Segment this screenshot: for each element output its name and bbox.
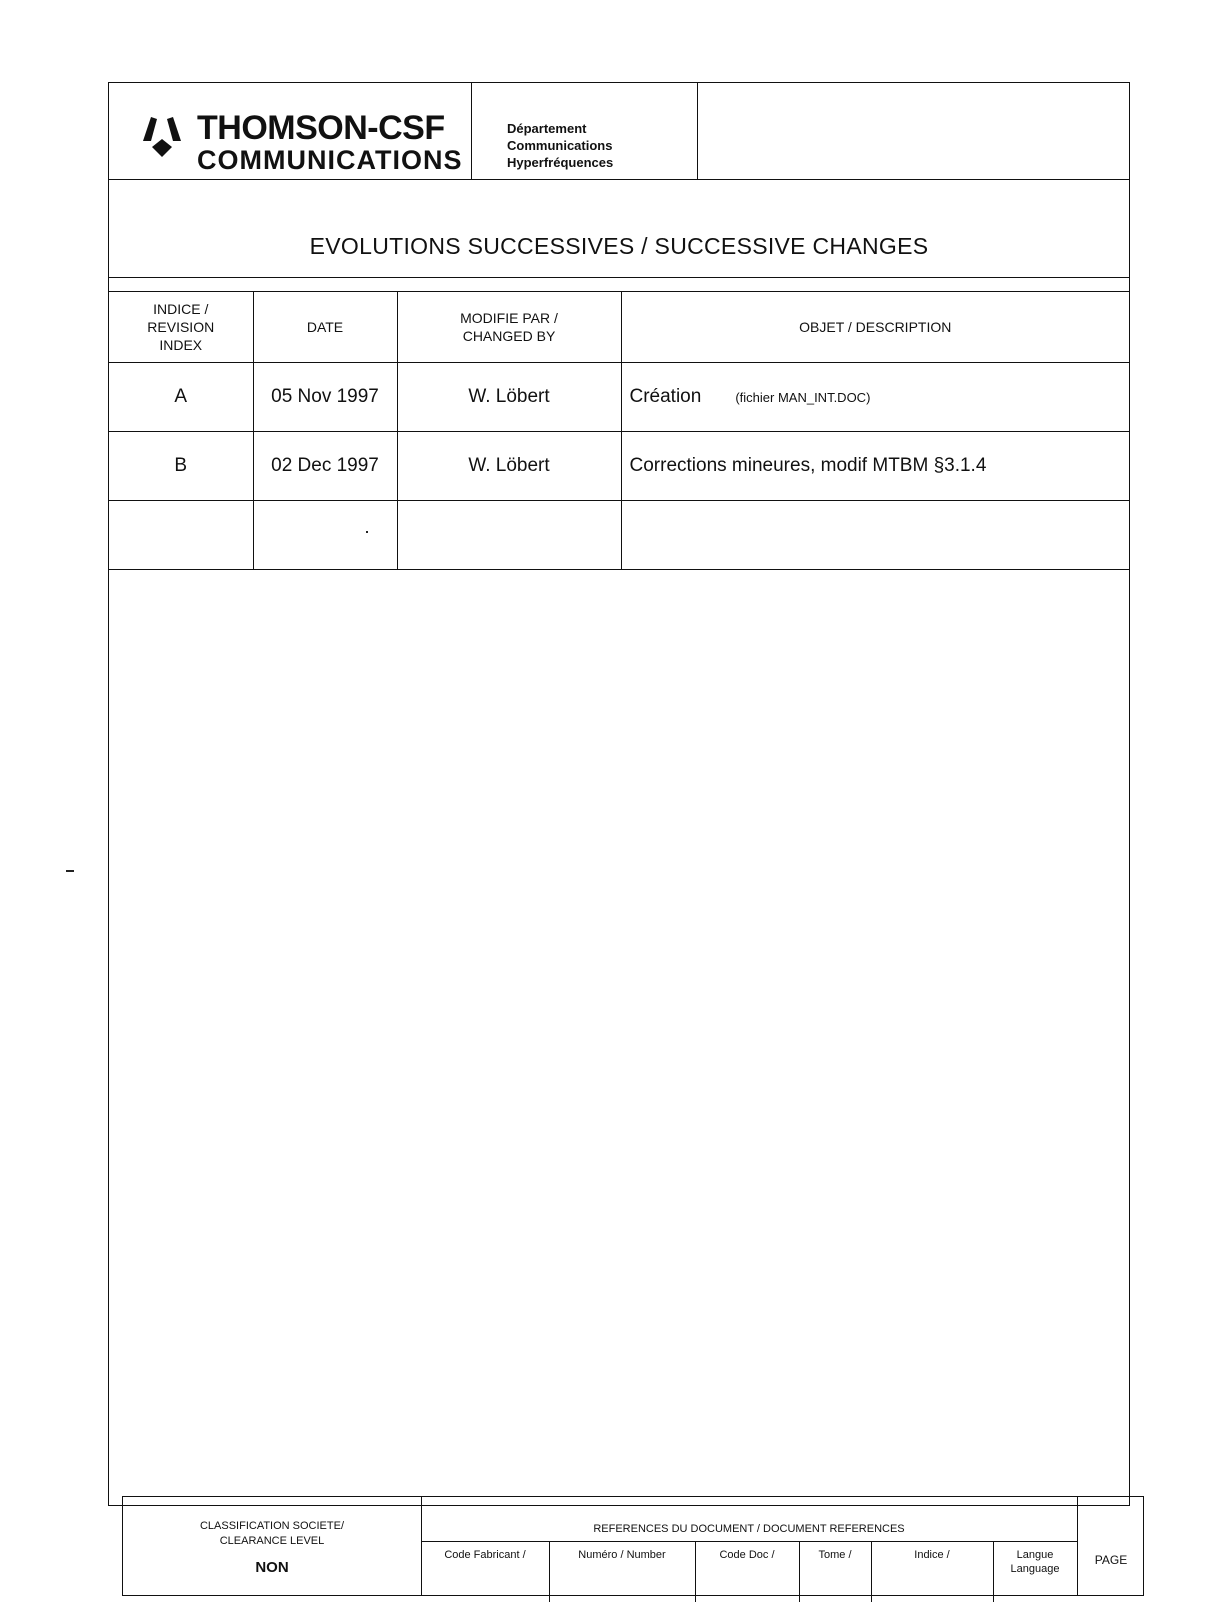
table-row xyxy=(109,363,1129,432)
ref-col-revision: Indice / xyxy=(914,1549,950,1561)
page-title: EVOLUTIONS SUCCESSIVES / SUCCESSIVE CHANGES xyxy=(309,233,929,259)
header-index xyxy=(109,292,253,363)
ref-col-volume: Tome / xyxy=(818,1549,852,1561)
classification-label-line: CLEARANCE LEVEL xyxy=(219,1535,325,1547)
logo-cell xyxy=(109,83,472,179)
description-text: Corrections mineures, modif MTBM §3.1.4 xyxy=(629,455,987,476)
title-band xyxy=(109,179,1129,278)
header-index-line: INDEX xyxy=(159,337,203,353)
table-row xyxy=(109,501,1129,570)
department-line: Hyperfréquences xyxy=(507,155,614,170)
document-header xyxy=(109,83,1129,180)
department-line: Département xyxy=(507,121,587,136)
ref-col-doc-code: Code Doc / xyxy=(719,1549,775,1561)
ref-col-language xyxy=(993,1548,1077,1576)
classification-cell xyxy=(123,1497,422,1595)
document-references xyxy=(421,1497,1078,1595)
brand-subtitle: COMMUNICATIONS xyxy=(197,145,463,175)
description-text: Création xyxy=(629,386,702,407)
scan-speck xyxy=(66,870,74,872)
classification-label xyxy=(123,1519,421,1549)
brand-name: THOMSON-CSF xyxy=(197,109,445,147)
page-label: PAGE xyxy=(1094,1553,1128,1567)
ref-col-manufacturer: Code Fabricant / xyxy=(444,1549,526,1561)
page-cell xyxy=(1077,1497,1145,1595)
document-frame xyxy=(108,82,1130,1506)
changes-table xyxy=(109,291,1129,570)
table-header-row xyxy=(109,292,1129,363)
cell-index: B xyxy=(109,432,253,501)
description-note: (fichier MAN_INT.DOC) xyxy=(735,390,871,405)
department-cell xyxy=(471,83,698,179)
header-date: DATE xyxy=(253,292,397,363)
cell-author: W. Löbert xyxy=(397,363,621,432)
header-changed-by-line: MODIFIE PAR / xyxy=(460,310,558,326)
table-row xyxy=(109,432,1129,501)
cell-index: A xyxy=(109,363,253,432)
cell-description xyxy=(621,501,1129,570)
references-title: REFERENCES DU DOCUMENT / DOCUMENT REFERENCES xyxy=(593,1523,905,1535)
document-footer xyxy=(122,1496,1144,1596)
cell-date: 05 Nov 1997 xyxy=(253,363,397,432)
header-index-line: INDICE / xyxy=(153,301,209,317)
header-changed-by xyxy=(397,292,621,363)
department-line: Communications xyxy=(507,138,613,153)
cell-description xyxy=(621,363,1129,432)
header-index-line: REVISION xyxy=(147,319,215,335)
thomson-logo-icon xyxy=(139,111,185,161)
cell-author: W. Löbert xyxy=(397,432,621,501)
cell-index xyxy=(109,501,253,570)
cell-author xyxy=(397,501,621,570)
classification-value: NON xyxy=(255,1559,289,1576)
ref-col-number: Numéro / Number xyxy=(578,1549,666,1561)
classification-label-line: CLASSIFICATION SOCIETE/ xyxy=(199,1520,345,1532)
ref-col-language-line: Language xyxy=(1010,1563,1060,1575)
cell-date xyxy=(253,501,397,570)
cell-description xyxy=(621,432,1129,501)
scan-speck xyxy=(366,531,368,533)
department-label xyxy=(507,120,613,171)
ref-col-language-line: Langue xyxy=(1016,1549,1054,1561)
header-changed-by-line: CHANGED BY xyxy=(462,328,556,344)
header-description: OBJET / DESCRIPTION xyxy=(621,292,1129,363)
cell-date: 02 Dec 1997 xyxy=(253,432,397,501)
references-columns xyxy=(421,1541,1077,1602)
